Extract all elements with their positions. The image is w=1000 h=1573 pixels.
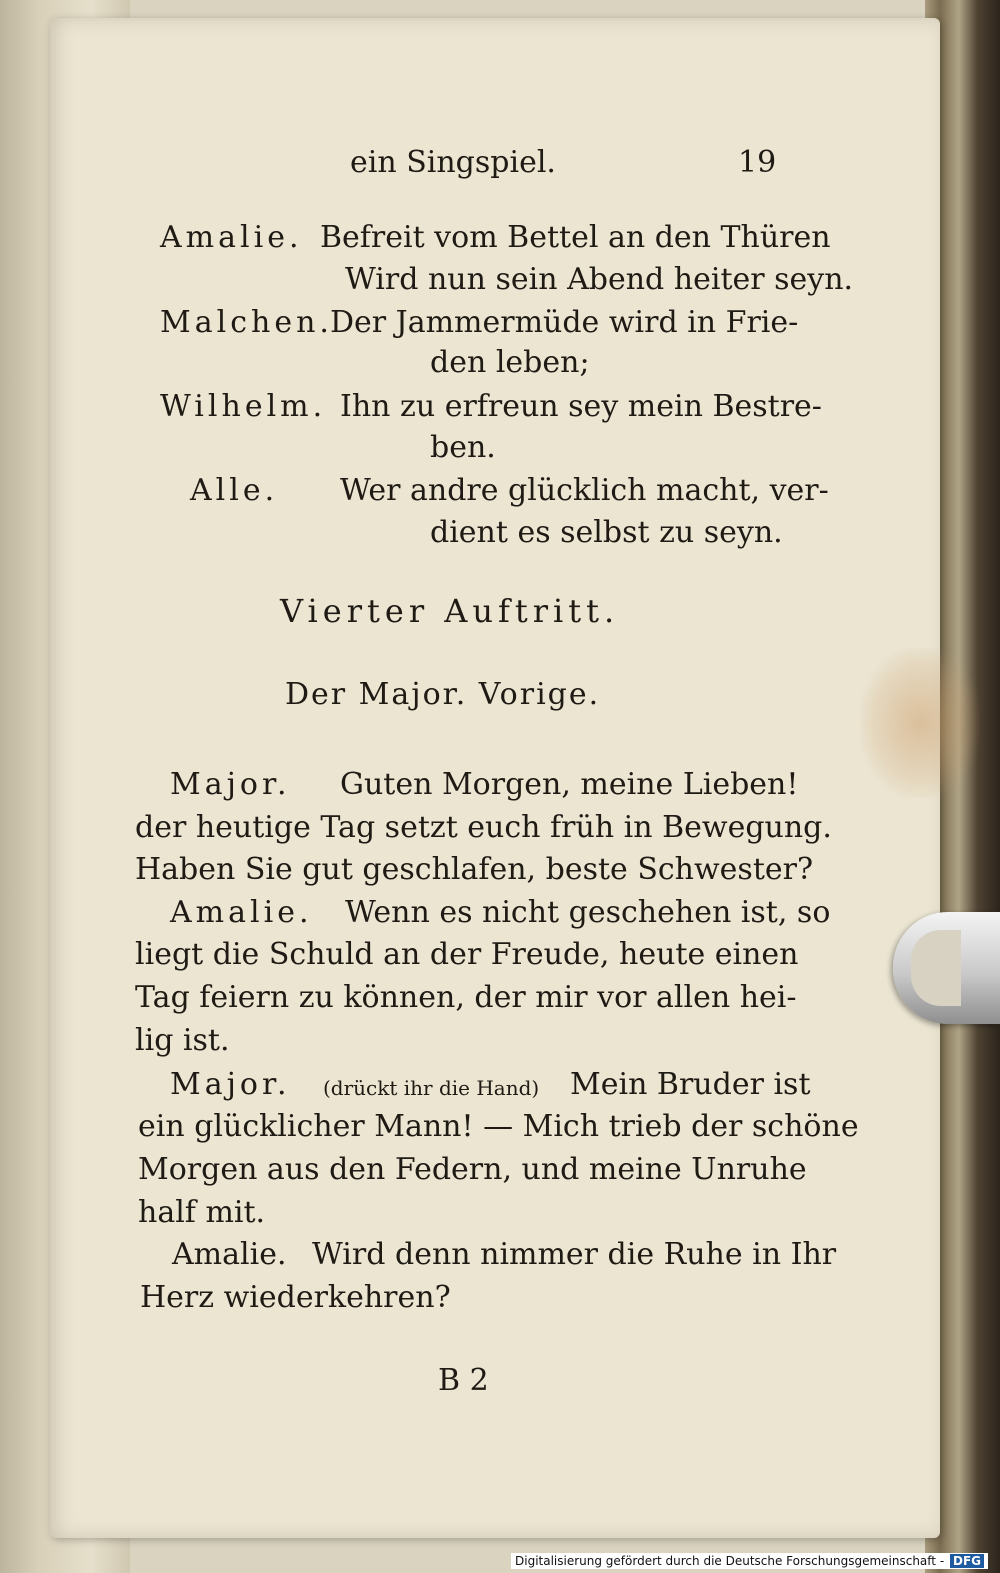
prose-line: half mit. bbox=[138, 1195, 266, 1230]
speaker-name: Amalie. bbox=[172, 1237, 287, 1272]
speaker-name: Amalie. bbox=[170, 895, 313, 930]
prose-line: Wird denn nimmer die Ruhe in Ihr bbox=[312, 1237, 837, 1272]
verse-line: Wird nun sein Abend heiter seyn. bbox=[345, 262, 854, 297]
prose-line: Morgen aus den Federn, und meine Unruhe bbox=[138, 1152, 807, 1187]
signature-mark: B 2 bbox=[438, 1363, 489, 1398]
prose-line: Wenn es nicht geschehen ist, so bbox=[345, 895, 831, 930]
speaker-name: Wilhelm. bbox=[160, 389, 327, 424]
page-stain bbox=[860, 648, 980, 798]
page-clip bbox=[893, 912, 1000, 1024]
speaker-name: Alle. bbox=[190, 473, 279, 508]
running-title: ein Singspiel. bbox=[350, 145, 556, 180]
speaker-name: Amalie. bbox=[160, 220, 303, 255]
prose-line: ein glücklicher Mann! — Mich trieb der schöne bbox=[138, 1109, 859, 1144]
verse-line: den leben; bbox=[430, 345, 590, 380]
prose-line: der heutige Tag setzt euch früh in Bewegung. bbox=[135, 810, 832, 845]
verse-line: Befreit vom Bettel an den Thüren bbox=[320, 220, 831, 255]
speaker-name: Major. bbox=[170, 767, 291, 802]
verse-line: ben. bbox=[430, 430, 496, 465]
verse-line: Wer andre glücklich macht, ver- bbox=[340, 473, 829, 508]
page-number: 19 bbox=[738, 145, 777, 180]
prose-line: liegt die Schuld an der Freude, heute einen bbox=[135, 937, 799, 972]
prose-line: Herz wiederkehren? bbox=[140, 1280, 451, 1315]
speaker-name: Major. bbox=[170, 1067, 291, 1102]
digitization-credit bbox=[511, 1553, 988, 1569]
prose-line: Tag feiern zu können, der mir vor allen hei- bbox=[135, 980, 797, 1015]
speaker-name: Malchen. bbox=[160, 305, 333, 340]
credit-text: Digitalisierung gefördert durch die Deutsche Forschungsgemeinschaft - bbox=[515, 1554, 945, 1568]
dfg-logo: DFG bbox=[950, 1554, 984, 1568]
scene-heading: Vierter Auftritt. bbox=[280, 592, 620, 630]
stage-direction: (drückt ihr die Hand) bbox=[323, 1076, 540, 1100]
prose-line: lig ist. bbox=[135, 1023, 230, 1058]
scene-cast: Der Major. Vorige. bbox=[285, 677, 601, 712]
prose-line: Guten Morgen, meine Lieben! bbox=[340, 767, 799, 802]
prose-line: Haben Sie gut geschlafen, beste Schwester? bbox=[135, 852, 814, 887]
book-page bbox=[50, 18, 940, 1538]
verse-line: Ihn zu erfreun sey mein Bestre- bbox=[340, 389, 822, 424]
verse-line: Der Jammermüde wird in Frie- bbox=[330, 305, 799, 340]
verse-line: dient es selbst zu seyn. bbox=[430, 515, 783, 550]
prose-line: Mein Bruder ist bbox=[570, 1067, 811, 1102]
